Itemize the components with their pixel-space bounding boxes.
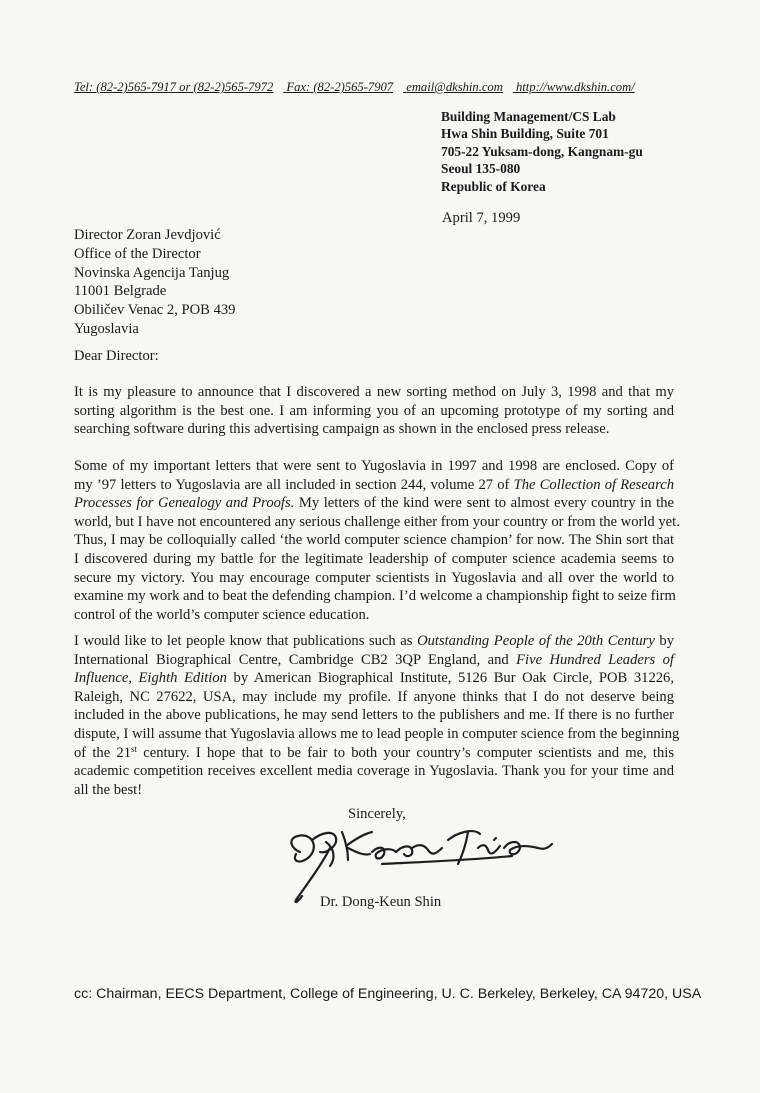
paragraph-line [74,632,674,651]
recipient-line: Director Zoran Jevdjović [74,227,221,243]
recipient-line: Office of the Director [74,245,201,262]
header-url: http://www.dkshin.com/ [515,80,635,94]
paragraph-line: It is my pleasure to announce that I discovered a new sorting method on July 3, 1998 and that my [74,384,674,400]
sender-line: Building Management/CS Lab [441,109,616,124]
paragraph-line: included in the above publications, he may send letters to the publishers and me. If there is no further [74,707,674,724]
paragraph-line: world, but I have not encountered any serious challenge either from your country or from the world yet. [74,513,680,530]
paragraph-line: Raleigh, NC 27622, USA, may include my profile. If anyone thinks that I do not deserve being [74,688,674,705]
recipient-line: Yugoslavia [74,320,139,337]
book-title: The Collection of Research [513,476,675,493]
paragraph-line [74,494,674,513]
paragraph-line: all the best! [74,781,143,798]
paragraph-line [74,744,674,763]
paragraph-line [74,669,674,688]
sender-line: Republic of Korea [441,178,546,194]
text-run: of the 21 [74,744,132,761]
letterhead-contact-line [74,80,672,95]
letter-date: April 7, 1999 [442,210,521,226]
paragraph-line: searching software during this advertising campaign as shown in the enclosed press release. [74,421,610,438]
header-tel: Tel: (82-2)565-7917 or (82-2)565-7972 [74,80,274,94]
paragraph-line: sorting algorithm is the best one. I am informing you of an upcoming prototype of my sorting and [74,402,674,419]
paragraph-line [74,476,674,495]
handwritten-signature [282,818,562,906]
text-run: my ’97 letters to Yugoslavia are all included in section 244, volume 27 of [74,476,514,493]
header-email: email@dkshin.com [406,80,503,94]
text-run: International Biographical Centre, Cambridge CB2 3QP England, and [74,651,517,668]
body-paragraph-2 [74,457,680,624]
salutation: Dear Director: [74,348,159,364]
paragraph-line: dispute, I will assume that Yugoslavia allows me to lead people in computer science from the beginning [74,725,680,742]
paragraph-line: Thus, I may be colloquially called ‘the world computer science champion’ for now. The Shin sort that [74,532,674,549]
text-run: by [654,633,674,649]
book-title: Five Hundred Leaders of [516,651,674,668]
paragraph-line: Some of my important letters that were sent to Yugoslavia in 1997 and 1998 are enclosed. Copy of [74,458,674,474]
sender-line: Hwa Shin Building, Suite 701 [441,126,609,142]
paragraph-line: control of the world’s computer science education. [74,606,370,623]
body-paragraph-1 [74,383,674,439]
book-title: Outstanding People of the 20th Century [417,633,655,649]
text-run: I would like to let people know that publications such as [74,633,418,649]
paragraph-line [74,651,674,670]
sender-address [441,108,643,195]
sender-line: Seoul 135-080 [441,161,521,177]
text-run: My letters of the kind were sent to almost every country in the [294,495,675,512]
paragraph-line: academic competition receives excellent media coverage in Yugoslavia. Thank you for your time and [74,763,674,780]
body-paragraph-3 [74,632,680,799]
book-title: Influence, Eighth Edition [74,670,227,687]
paragraph-line: secure my victory. You may encourage computer scientists in Yugoslavia and all over the world to [74,569,674,586]
recipient-line: Novinska Agencija Tanjug [74,264,230,281]
paragraph-line: I discovered during my battle for the legitimate leadership of computer science academia seems to [74,550,674,567]
recipient-line: Obiličev Venac 2, POB 439 [74,302,236,319]
ordinal-suffix: st [131,743,138,754]
book-title: Processes for Genealogy and Proofs. [74,495,295,512]
header-fax: Fax: (82-2)565-7907 [286,80,394,94]
closing: Sincerely, [348,806,406,822]
sender-line: 705-22 Yuksam-dong, Kangnam-gu [441,143,643,159]
signer-name: Dr. Dong-Keun Shin [320,894,442,910]
text-run: century. I hope that to be fair to both your country’s computer scientists and me, this [137,744,674,761]
paragraph-line: examine my work and to beat the defending champion. I’d welcome a championship fight to seize firm [74,588,676,605]
text-run: by American Biographical Institute, 5126 Bur Oak Circle, POB 31226, [226,670,674,687]
recipient-address [74,226,235,339]
carbon-copy-line: cc: Chairman, EECS Department, College of Engineering, U. C. Berkeley, Berkeley, CA 94720, USA [74,986,702,1002]
recipient-line: 11001 Belgrade [74,283,167,300]
